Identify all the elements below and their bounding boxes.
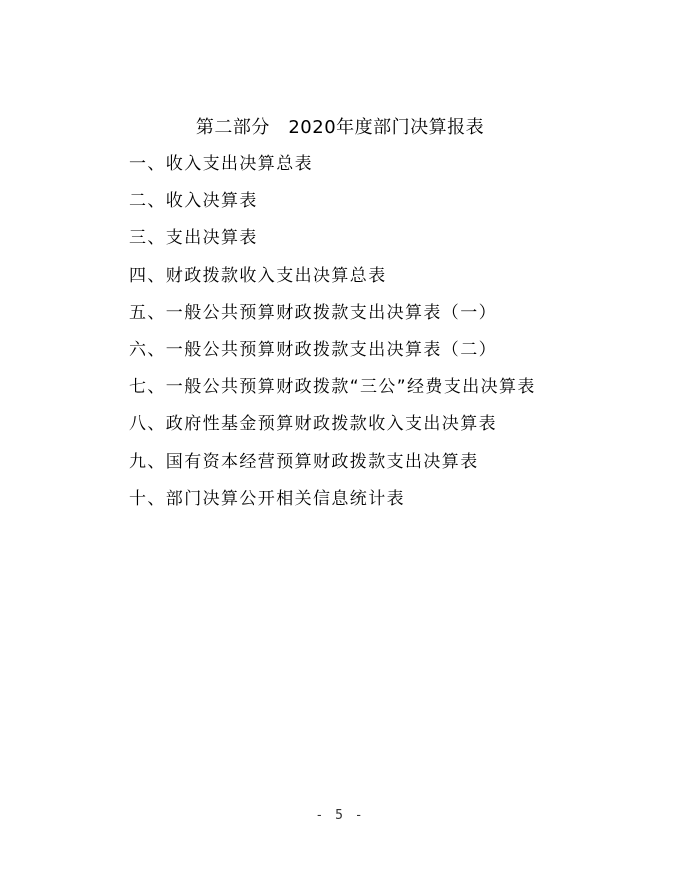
list-item: 四、财政拨款收入支出决算总表 <box>129 265 387 286</box>
list-item: 六、一般公共预算财政拨款支出决算表（二） <box>129 339 497 360</box>
list-item: 五、一般公共预算财政拨款支出决算表（一） <box>129 302 497 323</box>
list-item: 十、部门决算公开相关信息统计表 <box>129 488 405 509</box>
section-title: 第二部分 2020年度部门决算报表 <box>195 117 485 138</box>
list-item: 八、政府性基金预算财政拨款收入支出决算表 <box>129 414 497 435</box>
list-item: 九、国有资本经营预算财政拨款支出决算表 <box>129 451 479 472</box>
report-list <box>129 152 536 524</box>
list-item: 一、收入支出决算总表 <box>129 154 313 174</box>
list-item: 二、收入决算表 <box>129 191 258 212</box>
list-item: 七、一般公共预算财政拨款“三公”经费支出决算表 <box>129 377 536 398</box>
list-item: 三、支出决算表 <box>129 228 258 249</box>
page-number: - 5 - <box>315 808 365 823</box>
